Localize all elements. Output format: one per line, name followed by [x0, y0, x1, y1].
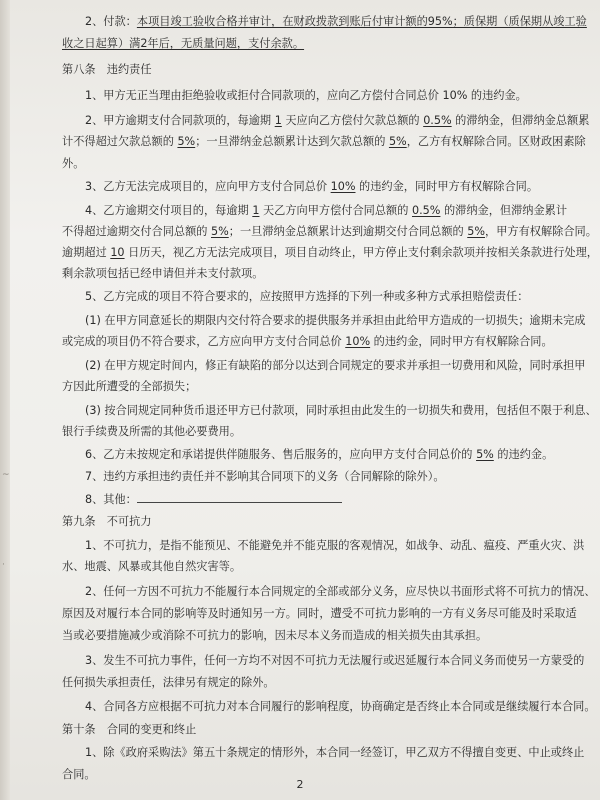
document-line: [85, 584, 596, 600]
document-line: [62, 62, 585, 78]
document-line: [85, 745, 585, 761]
document-line: [85, 538, 585, 554]
underlined-text: 10%: [345, 335, 371, 348]
text-run: 银行手续费及所需的其他必要费用。: [62, 425, 242, 438]
text-run: 方因此所遭受的全部损失；: [62, 380, 197, 393]
text-run: 2、甲方逾期支付合同款项的，每逾期: [85, 114, 275, 127]
document-line: [62, 334, 585, 350]
document-line: [62, 606, 585, 622]
underlined-text: 10: [110, 246, 125, 259]
text-run: 8、其他：: [85, 493, 137, 506]
text-run: 的违约金。: [493, 448, 554, 461]
document-line: [85, 203, 585, 219]
document-line: [85, 653, 585, 669]
text-run: 原因及对履行本合同的影响等及时通知另一方。同时，遭受不可抗力影响的一方有义务尽可能及时采取适: [62, 607, 577, 620]
text-run: 1、甲方无正当理由拒绝验收或拒付合同款项的，应向乙方偿付合同总价 10% 的违约金。: [85, 89, 527, 102]
text-run: 外。: [62, 157, 85, 170]
underlined-text: 5%: [211, 225, 229, 238]
text-run: 3、乙方无法完成项目的，应向甲方支付合同总价: [85, 180, 331, 193]
document-line: [62, 134, 585, 150]
text-run: 1、除《政府采购法》第五十条规定的情形外，本合同一经签订，甲乙双方不得擅自变更、中止或终止: [85, 746, 585, 759]
underlined-text: 1: [252, 204, 260, 217]
document-line: [62, 628, 585, 644]
text-run: 水、地震、风暴或其他自然灾害等。: [62, 560, 242, 573]
document-line: [85, 14, 585, 30]
text-run: 6、乙方未按规定和承诺提供伴随服务、售后服务的，应向甲方支付合同总价的: [85, 448, 477, 461]
document-line: [85, 313, 585, 329]
text-run: 天乙方向甲方偿付合同总额的: [259, 204, 412, 217]
text-run: 的违约金，同时甲方有权解除合同。: [370, 335, 553, 348]
document-line: [62, 224, 597, 240]
document-line: [62, 675, 585, 691]
document-line: [85, 491, 585, 508]
document-line: [62, 245, 598, 261]
text-run: ；一旦滞纳金总额累计达到欠款总额的: [195, 135, 389, 148]
margin-mark: ·: [2, 560, 5, 570]
text-run: 的滞纳金，但滞纳金累计: [440, 204, 568, 217]
text-run: 5、乙方完成的项目不符合要求的，应按照甲方选择的下列一种或多种方式承担赔偿责任：: [85, 290, 529, 303]
text-run: 任何损失承担责任，法律另有规定的除外。: [62, 676, 275, 689]
underlined-text: 5%: [177, 135, 196, 148]
underlined-text: 本项目竣工验收合格并审计，在财政拨款到账后付审计额的95%；质保期（质保期从竣工验: [136, 15, 587, 28]
text-run: 或完成的项目仍不符合要求，乙方应向甲方支付合同总价: [62, 335, 346, 348]
underlined-text: 5%: [467, 225, 485, 238]
text-run: 当或必要措施减少或消除不可抗力的影响，因未尽本义务而造成的相关损失由其承担。: [62, 629, 488, 642]
text-run: 4、乙方逾期交付项目的，每逾期: [85, 204, 253, 217]
document-line: [85, 469, 585, 485]
document-line: [62, 156, 585, 172]
underlined-text: 10%: [330, 180, 356, 193]
text-run: 不得超过逾期交付合同总额的: [62, 225, 211, 238]
text-run: 第十条 合同的变更和终止: [62, 723, 197, 736]
page-edge: [0, 0, 10, 800]
document-line: [62, 266, 585, 282]
document-line: [62, 379, 585, 395]
underlined-text: 0.5%: [412, 204, 441, 217]
text-run: 4、合同各方应根据不可抗力对本合同履行的影响程度，协商确定是否终止本合同或是继续履行本合同。: [85, 700, 596, 713]
document-line: [85, 447, 585, 463]
text-run: 2、任何一方因不可抗力不能履行本合同规定的全部或部分义务，应尽快以书面形式将不可抗力的情况、: [85, 585, 596, 598]
document-line: [85, 699, 596, 715]
document-line: [62, 36, 585, 52]
underlined-text: 收之日起算）满2年后，无质量问题，支付余款。: [62, 37, 305, 50]
underlined-text: 5%: [476, 448, 494, 461]
document-line: [85, 358, 585, 374]
text-run: 7、违约方承担违约责任并不影响其合同项下的义务（合同解除的除外）。: [85, 470, 445, 483]
text-run: ，乙方有权解除合同。区财政困素除: [406, 135, 586, 148]
underlined-text: 5%: [388, 135, 407, 148]
text-run: 3、发生不可抗力事件，任何一方均不对因不可抗力无法履行或迟延履行本合同义务而使另一方蒙受的: [85, 654, 585, 667]
document-line: [85, 179, 585, 195]
underlined-text: 1: [274, 114, 282, 127]
document-line: [62, 559, 585, 575]
fill-in-blank: [137, 491, 342, 503]
text-run: 合同。: [62, 768, 96, 781]
text-run: 第八条 违约责任: [62, 63, 152, 76]
text-run: ；一旦滞纳金总额累计达到逾期交付合同总额的: [228, 225, 468, 238]
text-run: 的滞纳金，但滞纳金总额累: [451, 114, 590, 127]
text-run: ，甲方有权解除合同。: [485, 225, 597, 238]
text-run: 第九条 不可抗力: [62, 515, 152, 528]
text-run: 天应向乙方偿付欠款总额的: [281, 114, 424, 127]
document-line: [85, 88, 585, 104]
document-line: [62, 767, 585, 783]
text-run: 1、不可抗力，是指不能预见、不能避免并不能克服的客观情况，如战争、动乱、瘟疫、严重火灾、洪: [85, 539, 585, 552]
page-number: 2: [296, 778, 304, 791]
text-run: 的违约金，同时甲方有权解除合同。: [355, 180, 539, 193]
document-line: [85, 289, 585, 305]
document-line: [85, 113, 590, 129]
text-run: 日历天，视乙方无法完成项目，项目自动终止，甲方停止支付剩余款项并按相关条款进行处理，: [124, 246, 598, 259]
text-run: (1) 在甲方同意延长的期限内交付符合要求的提供服务并承担由此给甲方造成的一切损失；逾期未完成: [85, 314, 586, 327]
document-line: [62, 424, 585, 440]
document-line: [62, 722, 585, 738]
text-run: (3) 按合同规定同种货币退还甲方已付款项，同时承担由此发生的一切损失和费用，包括但不限于利息、: [85, 404, 597, 417]
margin-mark: ~: [2, 470, 10, 480]
text-run: 2、付款：: [85, 15, 137, 28]
text-run: (2) 在甲方规定时间内，修正有缺陷的部分以达到合同规定的要求并承担一切费用和风险，同时承担甲: [85, 359, 586, 372]
document-line: [62, 514, 585, 530]
underlined-text: 0.5%: [423, 114, 452, 127]
document-line: [85, 403, 597, 419]
text-run: 计不得超过欠款总额的: [62, 135, 178, 148]
text-run: 逾期超过: [62, 246, 111, 259]
text-run: 剩余款项包括已经申请但并未支付款项。: [62, 267, 264, 280]
